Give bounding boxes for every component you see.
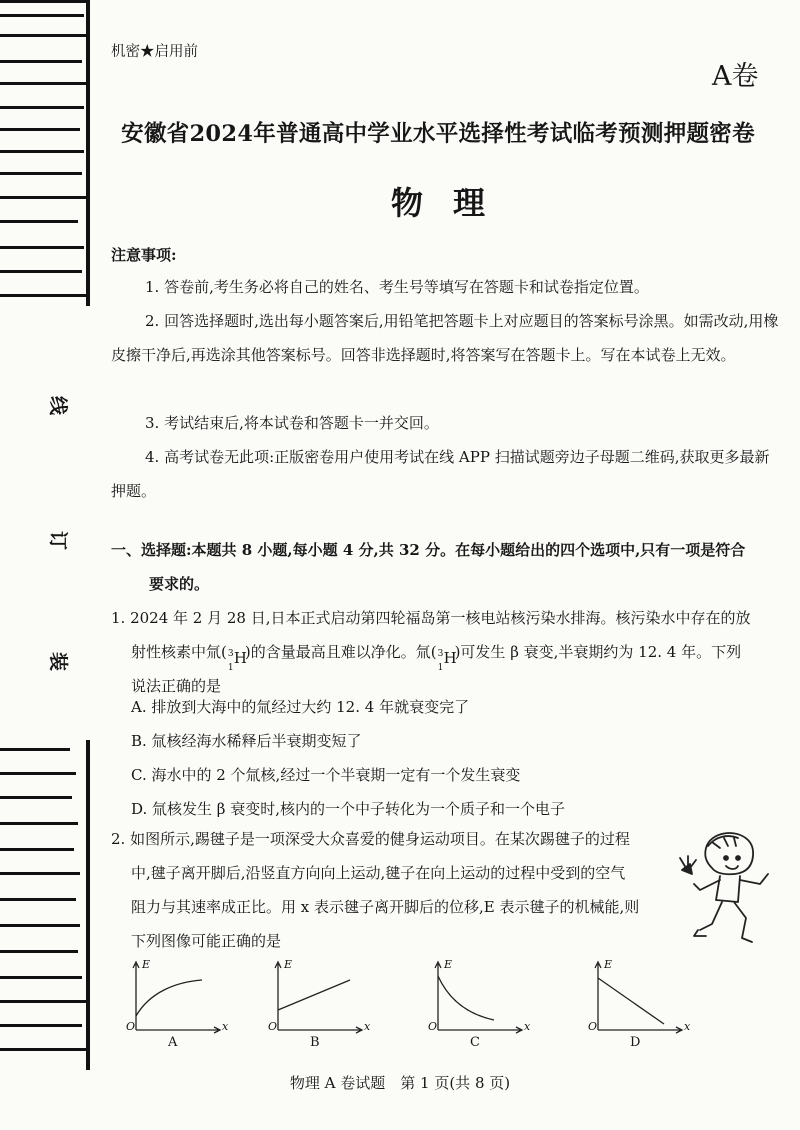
question-1-line1: 1. 2024 年 2 月 28 日,日本正式启动第四轮福岛第一核电站核污染水排海。核污染水中存在的放	[111, 609, 751, 627]
graph-option-a	[124, 958, 234, 1058]
notice-item-3: 3. 考试结束后,将本试卷和答题卡一并交回。	[145, 414, 439, 432]
graph-b-x-label: x	[364, 1020, 371, 1033]
graph-d-origin: O	[588, 1020, 598, 1033]
binding-stripe	[0, 976, 82, 979]
graph-c-curve	[438, 976, 494, 1020]
graph-b-line	[278, 980, 350, 1010]
secret-label: 机密★启用前	[111, 44, 198, 60]
question-2-line1: 2. 如图所示,踢毽子是一项深受大众喜爱的健身运动项目。在某次踢毽子的过程	[111, 830, 630, 848]
question-1-line2	[111, 635, 781, 673]
binding-stripe	[0, 1048, 88, 1051]
question-1-line3: 说法正确的是	[131, 677, 222, 695]
binding-stripe	[0, 246, 84, 249]
subject-title: 物理	[390, 184, 515, 222]
notice-heading: 注意事项:	[111, 246, 177, 264]
binding-stripe	[0, 14, 84, 17]
graph-b-origin: O	[268, 1020, 278, 1033]
tritium-symbol	[227, 640, 247, 673]
graph-option-b	[266, 958, 376, 1058]
question-1-option-d: D. 氚核发生 β 衰变时,核内的一个中子转化为一个质子和一个电子	[131, 800, 566, 818]
graph-d-line	[598, 978, 664, 1024]
binding-stripe	[0, 60, 82, 63]
binding-stripe	[0, 1000, 86, 1003]
binding-stripe	[0, 1024, 82, 1027]
exam-title: 安徽省2024年普通高中学业水平选择性考试临考预测押题密卷	[121, 121, 755, 147]
binding-stripe	[0, 748, 70, 751]
question-1-text-a: 射性核素中氚(	[131, 643, 227, 661]
page-footer: 物理 A 卷试题 第 1 页(共 8 页)	[289, 1074, 511, 1092]
graph-option-d	[586, 958, 696, 1058]
question-2-line4: 下列图像可能正确的是	[131, 932, 282, 950]
section-heading	[111, 533, 781, 601]
notice-item-1: 1. 答卷前,考生务必将自己的姓名、考生号等填写在答题卡和试卷指定位置。	[145, 278, 649, 296]
graph-d-letter: D	[630, 1035, 641, 1050]
graph-a-origin: O	[126, 1020, 136, 1033]
graph-b-plot	[266, 958, 376, 1038]
isotope-atomic-number: 1	[227, 663, 234, 673]
question-1-text-c: )可发生 β 衰变,半衰期约为 12. 4 年。下列	[454, 643, 742, 661]
graph-a-plot	[124, 958, 234, 1038]
binding-strip	[0, 0, 100, 1130]
question-2-line3: 阻力与其速率成正比。用 x 表示毽子离开脚后的位移,E 表示毽子的机械能,则	[131, 898, 640, 916]
graph-b-x-axis	[278, 1027, 362, 1033]
notice-item-2: 2. 回答选择题时,选出每小题答案后,用铅笔把答题卡上对应题目的答案标号涂黑。如需改动,用橡皮擦干净后,再选涂其他答案标号。回答非选择题时,将答案写在答题卡上。写在本试卷上无效。	[111, 312, 779, 364]
question-1-option-b: B. 氚核经海水稀释后半衰期变短了	[131, 732, 362, 750]
isotope-element: H	[443, 649, 457, 667]
binding-stripe	[0, 898, 76, 901]
question-1-text-b: )的含量最高且难以净化。氚(	[244, 643, 437, 661]
binding-stripe	[0, 924, 80, 927]
isotope-mass-number: 3	[437, 649, 444, 659]
binding-stripe	[0, 822, 78, 825]
binding-stripe	[0, 772, 76, 775]
binding-stripe	[0, 196, 86, 199]
graph-c-letter: C	[470, 1035, 480, 1050]
binding-stripe	[0, 0, 88, 3]
binding-stripe	[0, 270, 82, 273]
version-label: A卷	[712, 61, 759, 92]
binding-stripe	[0, 872, 80, 875]
binding-stripe	[0, 294, 86, 297]
graph-d-plot	[586, 958, 696, 1038]
graph-c-plot	[426, 958, 536, 1038]
question-1-option-a: A. 排放到大海中的氚经过大约 12. 4 年就衰变完了	[131, 698, 470, 716]
isotope-element: H	[233, 649, 247, 667]
notice-item-4: 4. 高考试卷无此项:正版密卷用户使用考试在线 APP 扫描试题旁边子母题二维码,获取更多最新押题。	[111, 448, 770, 500]
question-1	[111, 601, 781, 703]
tritium-symbol	[437, 640, 457, 673]
binding-stripe	[0, 848, 74, 851]
binding-bar	[86, 0, 90, 306]
shuttlecock-kid-illustration	[676, 826, 780, 948]
graph-c-y-label: E	[444, 958, 453, 971]
binding-stripe	[0, 128, 80, 131]
question-1-option-c: C. 海水中的 2 个氚核,经过一个半衰期一定有一个发生衰变	[131, 766, 521, 784]
section-heading-line2: 要求的。	[149, 575, 210, 593]
question-2	[111, 822, 671, 958]
graph-c-x-axis	[438, 1027, 522, 1033]
isotope-atomic-number: 1	[437, 663, 444, 673]
graph-a-y-label: E	[142, 958, 151, 971]
isotope-mass-number: 3	[227, 649, 234, 659]
question-2-line2: 中,毽子离开脚后,沿竖直方向向上运动,毽子在向上运动的过程中受到的空气	[131, 864, 626, 882]
graph-a-letter: A	[168, 1035, 178, 1050]
graph-d-x-axis	[598, 1027, 682, 1033]
binding-stripe	[0, 172, 82, 175]
graph-d-x-label: x	[684, 1020, 691, 1033]
binding-stripe	[0, 150, 84, 153]
binding-label-order: 订	[47, 530, 70, 551]
section-heading-line1: 一、选择题:本题共 8 小题,每小题 4 分,共 32 分。在每小题给出的四个选项中,只有一项是符合	[111, 541, 746, 559]
binding-bar	[86, 740, 90, 1070]
binding-stripe	[0, 950, 78, 953]
binding-stripe	[0, 796, 72, 799]
binding-label-bind: 装	[47, 651, 70, 672]
graph-d-y-label: E	[604, 958, 613, 971]
graph-b-y-label: E	[284, 958, 293, 971]
graph-option-c	[426, 958, 536, 1058]
binding-label-line: 线	[47, 395, 70, 416]
graph-c-origin: O	[428, 1020, 438, 1033]
binding-stripe	[0, 34, 88, 37]
graph-c-x-label: x	[524, 1020, 531, 1033]
graph-b-letter: B	[310, 1035, 320, 1050]
graph-a-x-axis	[136, 1027, 220, 1033]
binding-stripe	[0, 220, 78, 223]
binding-stripe	[0, 82, 86, 85]
binding-stripe	[0, 106, 84, 109]
graph-a-curve	[136, 980, 202, 1016]
graph-a-x-label: x	[222, 1020, 229, 1033]
